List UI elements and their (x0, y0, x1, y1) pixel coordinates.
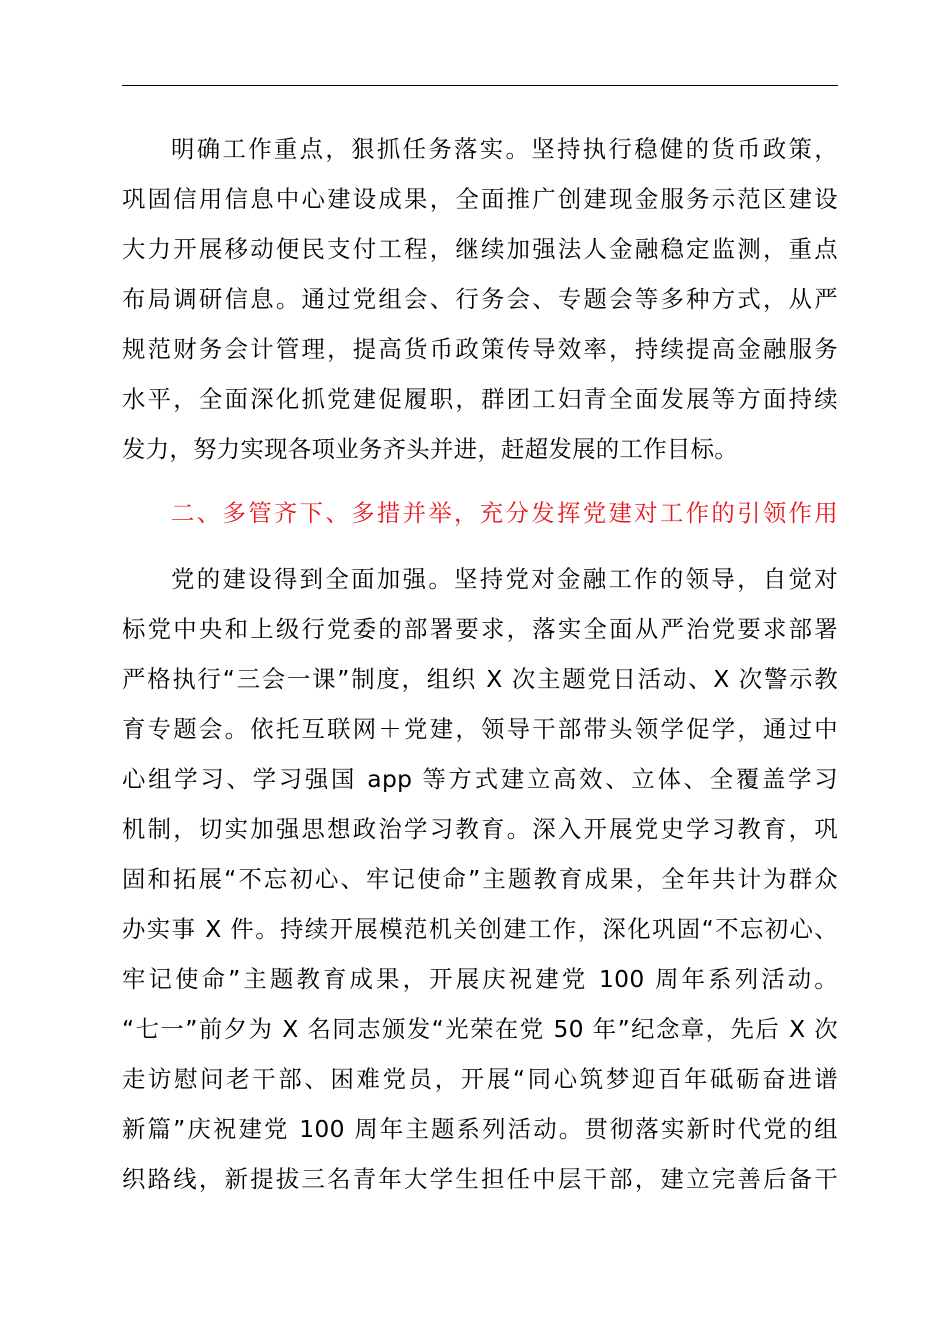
paragraph-1-line-7: 发力，努力实现各项业务齐头并进，赶超发展的工作目标。 (122, 435, 738, 463)
paragraph-2-line-10: “七一”前夕为 X 名同志颁发“光荣在党 50 年”纪念章，先后 X 次 (122, 1015, 838, 1043)
paragraph-2-line-7: 固和拓展“不忘初心、牢记使命”主题教育成果，全年共计为群众 (122, 865, 838, 893)
paragraph-2-line-12: 新篇”庆祝建党 100 周年主题系列活动。贯彻落实新时代党的组 (122, 1115, 838, 1143)
paragraph-2-line-4: 育专题会。依托互联网＋党建，领导干部带头领学促学，通过中 (122, 715, 838, 743)
paragraph-2-line-9: 牢记使命”主题教育成果，开展庆祝建党 100 周年系列活动。 (122, 965, 838, 993)
paragraph-1-line-4: 布局调研信息。通过党组会、行务会、专题会等多种方式，从严 (122, 285, 838, 313)
paragraph-2-line-5: 心组学习、学习强国 app 等方式建立高效、立体、全覆盖学习 (122, 765, 838, 793)
paragraph-2-line-6: 机制，切实加强思想政治学习教育。深入开展党史学习教育，巩 (122, 815, 838, 843)
paragraph-1-line-1: 明确工作重点，狠抓任务落实。坚持执行稳健的货币政策， (171, 135, 838, 163)
paragraph-2-line-1: 党的建设得到全面加强。坚持党对金融工作的领导，自觉对 (171, 565, 838, 593)
section-heading: 二、多管齐下、多措并举，充分发挥党建对工作的引领作用 (171, 499, 838, 527)
paragraph-2-line-8: 办实事 X 件。持续开展模范机关创建工作，深化巩固“不忘初心、 (122, 915, 838, 943)
header-rule (122, 85, 838, 86)
paragraph-2-line-2: 标党中央和上级行党委的部署要求，落实全面从严治党要求部署 (122, 615, 838, 643)
paragraph-2-line-11: 走访慰问老干部、困难党员，开展“同心筑梦迎百年砥砺奋进谱 (122, 1065, 838, 1093)
paragraph-1-line-6: 水平，全面深化抓党建促履职，群团工妇青全面发展等方面持续 (122, 385, 838, 413)
paragraph-1-line-5: 规范财务会计管理，提高货币政策传导效率，持续提高金融服务 (122, 335, 838, 363)
paragraph-2-line-13: 织路线，新提拔三名青年大学生担任中层干部，建立完善后备干 (122, 1165, 838, 1193)
paragraph-2-line-3: 严格执行“三会一课”制度，组织 X 次主题党日活动、X 次警示教 (122, 665, 838, 693)
paragraph-1-line-3: 大力开展移动便民支付工程，继续加强法人金融稳定监测，重点 (122, 235, 838, 263)
paragraph-1-line-2: 巩固信用信息中心建设成果，全面推广创建现金服务示范区建设 (122, 185, 838, 213)
